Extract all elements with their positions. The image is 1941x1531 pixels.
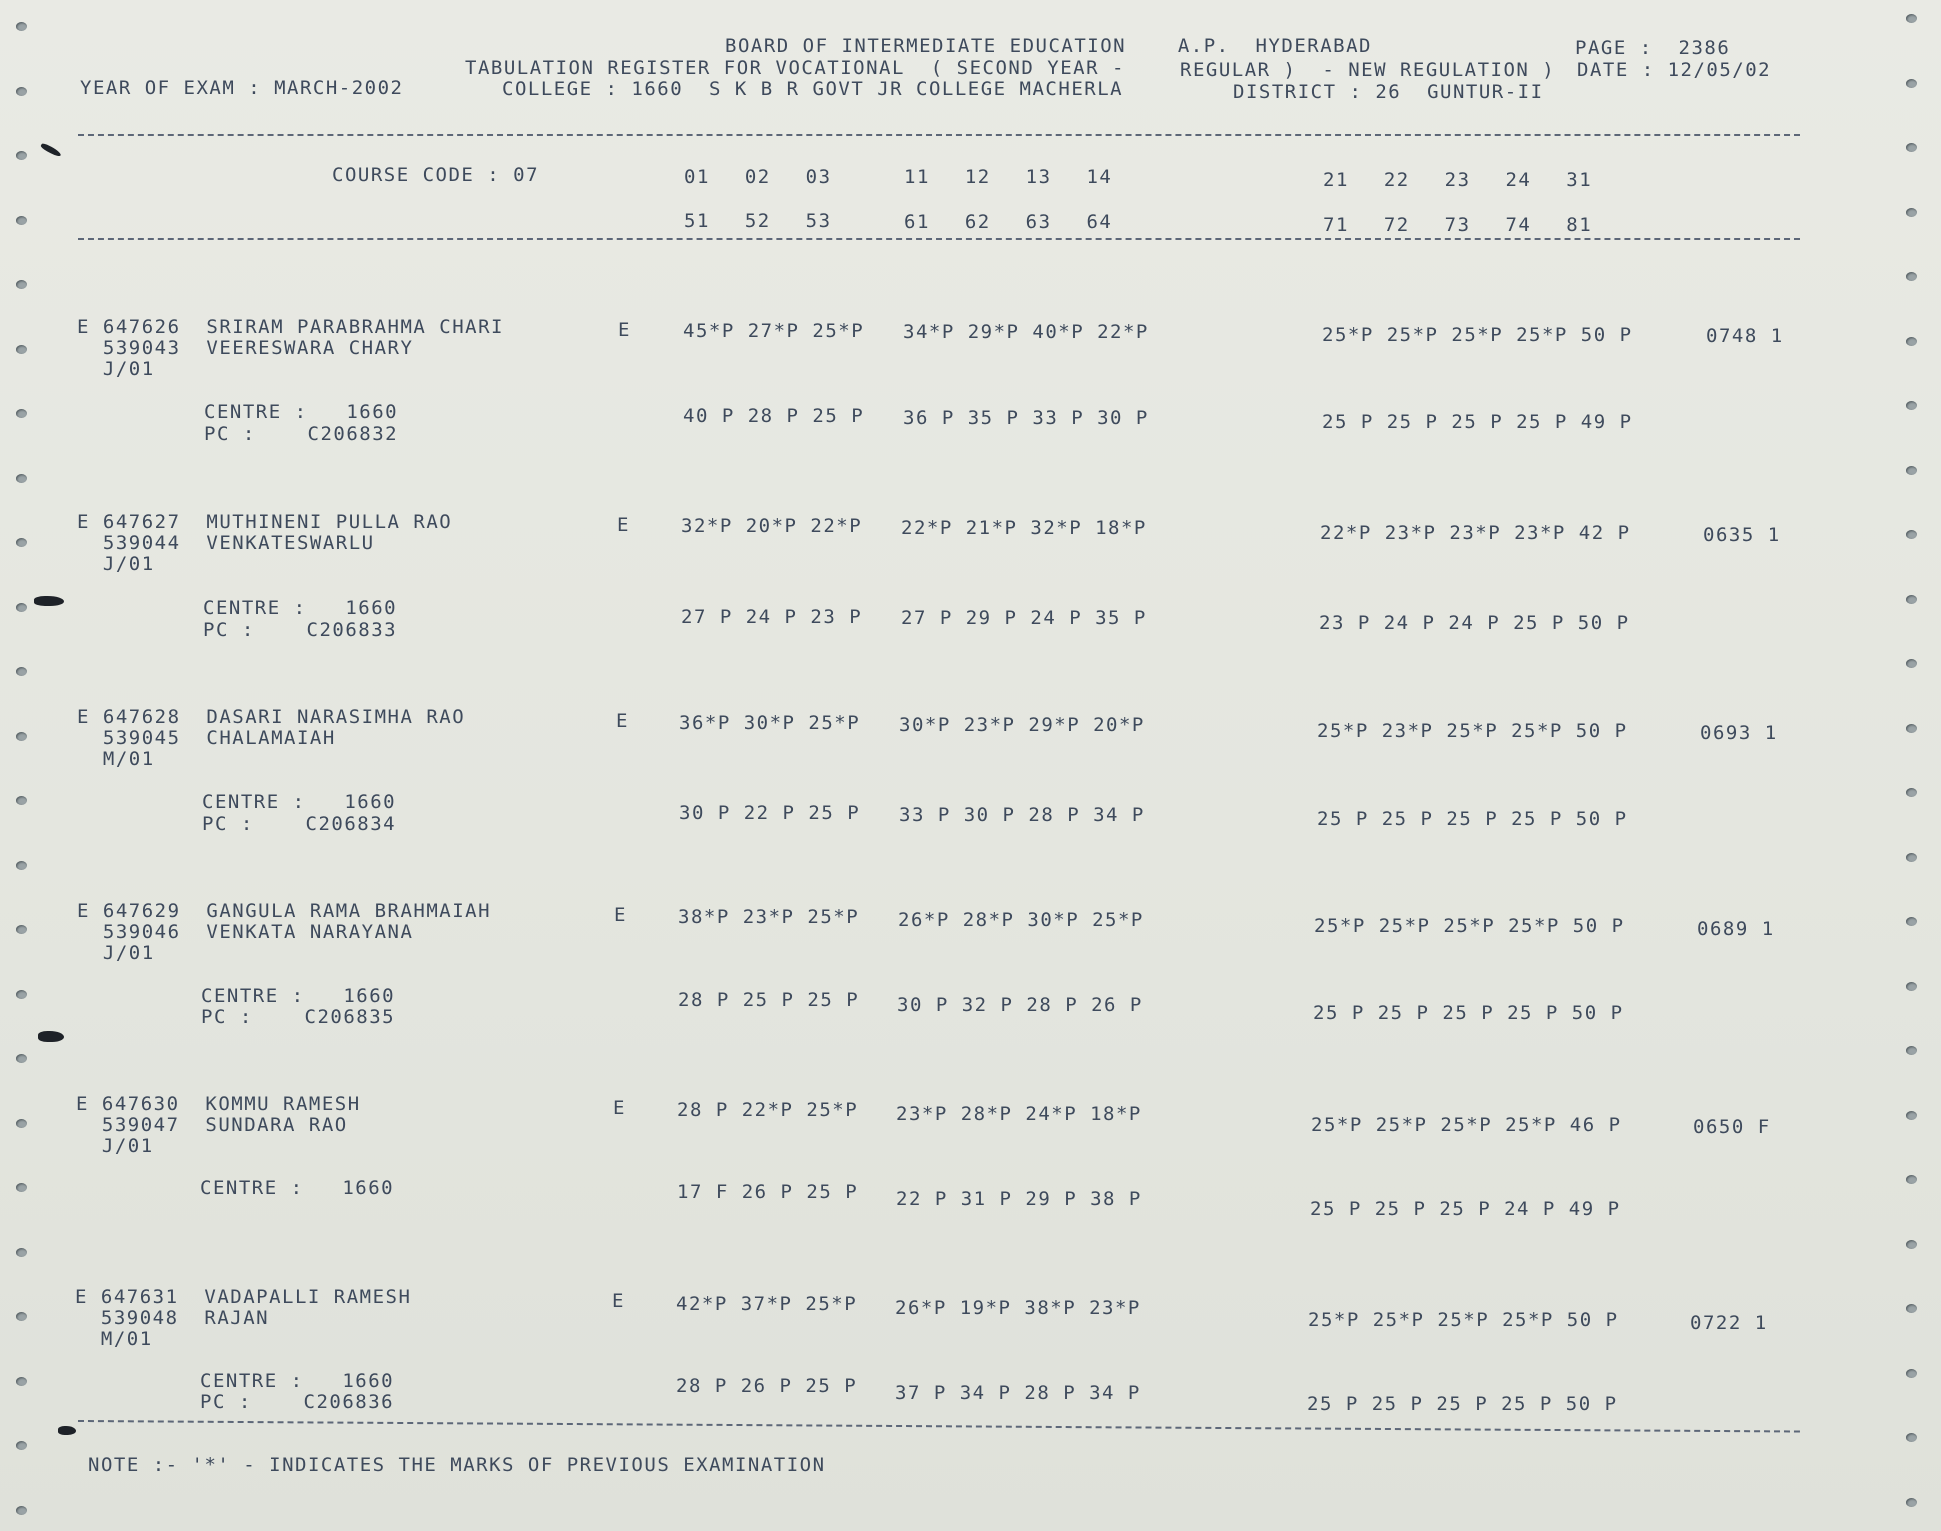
marks-previous: 22 P 31 P 29 P 38 P [896, 1188, 1142, 1210]
total-result: 0722 1 [1690, 1312, 1768, 1334]
pc-number: PC : C206836 [200, 1391, 395, 1413]
course-code-label: COURSE CODE : 07 [332, 164, 540, 186]
sprocket-hole [1906, 917, 1917, 926]
sprocket-hole [16, 1377, 27, 1386]
sprocket-hole [1906, 14, 1917, 23]
marks-current: 30*P 23*P 29*P 20*P [899, 714, 1145, 736]
student-group-line: J/01 [77, 942, 155, 964]
sprocket-hole [16, 216, 27, 225]
student-parent-line: 539046 VENKATA NARAYANA [77, 921, 414, 943]
marks-previous: 25 P 25 P 25 P 25 P 50 P [1307, 1393, 1618, 1415]
ink-mark [58, 1426, 76, 1435]
pc-number: PC : C206833 [203, 619, 398, 641]
total-result: 0635 1 [1703, 524, 1781, 546]
pc-number: PC : C206832 [204, 423, 399, 445]
sprocket-hole [16, 925, 27, 934]
subject-codes: 71 72 73 74 81 [1323, 214, 1593, 236]
marks-current: 25*P 25*P 25*P 25*P 50 P [1314, 915, 1625, 937]
medium: E [617, 514, 630, 536]
sprocket-hole [16, 1054, 27, 1063]
footnote: NOTE :- '*' - INDICATES THE MARKS OF PREVIOUS EXAMINATION [88, 1454, 826, 1476]
sprocket-hole [16, 474, 27, 483]
sprocket-hole [1906, 530, 1917, 539]
marks-previous: 23 P 24 P 24 P 25 P 50 P [1319, 612, 1630, 634]
pc-number: PC : C206834 [202, 813, 397, 835]
centre-code: CENTRE : 1660 [201, 985, 396, 1007]
marks-previous: 33 P 30 P 28 P 34 P [899, 804, 1145, 826]
student-parent-line: 539048 RAJAN [75, 1307, 270, 1329]
marks-previous: 30 P 32 P 28 P 26 P [897, 994, 1143, 1016]
register-title: TABULATION REGISTER FOR VOCATIONAL ( SECOND YEAR - [465, 57, 1125, 79]
sprocket-hole [16, 1248, 27, 1257]
report-date: DATE : 12/05/02 [1577, 59, 1772, 81]
student-parent-line: 539047 SUNDARA RAO [76, 1114, 348, 1136]
subject-codes: 51 52 53 [684, 210, 832, 232]
student-name-line: E 647631 VADAPALLI RAMESH [75, 1286, 412, 1308]
sprocket-hole [1906, 1498, 1917, 1507]
centre-code: CENTRE : 1660 [203, 597, 398, 619]
sprocket-hole [1906, 788, 1917, 797]
marks-current: 25*P 25*P 25*P 25*P 46 P [1311, 1114, 1622, 1136]
subject-codes: 11 12 13 14 [904, 166, 1113, 188]
marks-current: 45*P 27*P 25*P [683, 320, 865, 342]
centre-code: CENTRE : 1660 [202, 791, 397, 813]
pc-number: PC : C206835 [201, 1006, 396, 1028]
total-result: 0748 1 [1706, 325, 1784, 347]
sprocket-hole [1906, 1369, 1917, 1378]
sprocket-hole [16, 87, 27, 96]
sprocket-hole [16, 1119, 27, 1128]
sprocket-hole [16, 667, 27, 676]
sprocket-hole [16, 151, 27, 160]
student-name-line: E 647629 GANGULA RAMA BRAHMAIAH [77, 900, 492, 922]
sprocket-hole [1906, 337, 1917, 346]
marks-previous: 25 P 25 P 25 P 24 P 49 P [1310, 1198, 1621, 1220]
sprocket-hole [1906, 79, 1917, 88]
district-name: DISTRICT : 26 GUNTUR-II [1233, 81, 1544, 103]
sprocket-hole [16, 603, 27, 612]
sprocket-hole [16, 1312, 27, 1321]
sprocket-hole [1906, 401, 1917, 410]
sprocket-hole [16, 1441, 27, 1450]
divider [78, 134, 1800, 136]
sprocket-hole [1906, 853, 1917, 862]
student-parent-line: 539044 VENKATESWARLU [77, 532, 375, 554]
student-group-line: M/01 [75, 1328, 153, 1350]
marks-current: 25*P 23*P 25*P 25*P 50 P [1317, 720, 1628, 742]
marks-previous: 25 P 25 P 25 P 25 P 50 P [1313, 1002, 1624, 1024]
student-group-line: M/01 [77, 748, 155, 770]
board-title: BOARD OF INTERMEDIATE EDUCATION A.P. HYDERABAD [725, 35, 1372, 57]
marks-previous: 36 P 35 P 33 P 30 P [903, 407, 1149, 429]
student-name-line: E 647630 KOMMU RAMESH [76, 1093, 361, 1115]
marks-current: 25*P 25*P 25*P 25*P 50 P [1308, 1309, 1619, 1331]
sprocket-hole [1906, 595, 1917, 604]
sprocket-hole [16, 1506, 27, 1515]
marks-current: 42*P 37*P 25*P [676, 1293, 858, 1315]
college-name: COLLEGE : 1660 S K B R GOVT JR COLLEGE MACHERLA [502, 78, 1124, 100]
marks-previous: 37 P 34 P 28 P 34 P [895, 1382, 1141, 1404]
subject-codes: 21 22 23 24 31 [1323, 169, 1593, 191]
sprocket-hole [16, 732, 27, 741]
marks-previous: 25 P 25 P 25 P 25 P 49 P [1322, 411, 1633, 433]
sprocket-hole [16, 538, 27, 547]
marks-previous: 40 P 28 P 25 P [683, 405, 865, 427]
total-result: 0650 F [1693, 1116, 1771, 1138]
right-sprocket-holes [1902, 0, 1932, 1531]
marks-previous: 28 P 25 P 25 P [678, 989, 860, 1011]
total-result: 0693 1 [1700, 722, 1778, 744]
marks-current: 25*P 25*P 25*P 25*P 50 P [1322, 324, 1633, 346]
marks-current: 26*P 28*P 30*P 25*P [898, 909, 1144, 931]
sprocket-hole [16, 861, 27, 870]
marks-previous: 30 P 22 P 25 P [679, 802, 861, 824]
marks-previous: 25 P 25 P 25 P 25 P 50 P [1317, 808, 1628, 830]
marks-current: 28 P 22*P 25*P [677, 1099, 859, 1121]
student-group-line: J/01 [77, 358, 155, 380]
marks-current: 34*P 29*P 40*P 22*P [903, 321, 1149, 343]
sprocket-hole [16, 990, 27, 999]
sprocket-hole [1906, 982, 1917, 991]
student-group-line: J/01 [76, 1135, 154, 1157]
marks-current: 32*P 20*P 22*P [681, 515, 863, 537]
sprocket-hole [16, 1183, 27, 1192]
sprocket-hole [1906, 1304, 1917, 1313]
sprocket-hole [1906, 659, 1917, 668]
sprocket-hole [16, 345, 27, 354]
ink-mark [38, 1031, 64, 1042]
sprocket-hole [1906, 1433, 1917, 1442]
marks-current: 38*P 23*P 25*P [678, 906, 860, 928]
centre-code: CENTRE : 1660 [204, 401, 399, 423]
year-of-exam: YEAR OF EXAM : MARCH-2002 [80, 77, 404, 99]
sprocket-hole [1906, 1175, 1917, 1184]
student-name-line: E 647628 DASARI NARASIMHA RAO [77, 706, 466, 728]
marks-current: 23*P 28*P 24*P 18*P [896, 1103, 1142, 1125]
marks-current: 26*P 19*P 38*P 23*P [895, 1297, 1141, 1319]
total-result: 0689 1 [1697, 918, 1775, 940]
sprocket-hole [1906, 208, 1917, 217]
sprocket-hole [1906, 1046, 1917, 1055]
marks-current: 22*P 23*P 23*P 23*P 42 P [1320, 522, 1631, 544]
sprocket-hole [1906, 1240, 1917, 1249]
marks-current: 36*P 30*P 25*P [679, 712, 861, 734]
page-number: PAGE : 2386 [1575, 37, 1731, 59]
subject-codes: 61 62 63 64 [904, 211, 1113, 233]
centre-code: CENTRE : 1660 [200, 1370, 395, 1392]
regulation-title: REGULAR ) - NEW REGULATION ) [1180, 59, 1556, 81]
marks-current: 22*P 21*P 32*P 18*P [901, 517, 1147, 539]
sprocket-hole [1906, 143, 1917, 152]
sprocket-hole [1906, 724, 1917, 733]
medium: E [612, 1290, 625, 1312]
marks-previous: 27 P 24 P 23 P [681, 606, 863, 628]
medium: E [613, 1097, 626, 1119]
subject-codes: 01 02 03 [684, 166, 832, 188]
left-sprocket-holes [12, 0, 42, 1531]
marks-previous: 27 P 29 P 24 P 35 P [901, 607, 1147, 629]
sprocket-hole [1906, 1111, 1917, 1120]
sprocket-hole [16, 280, 27, 289]
sprocket-hole [1906, 466, 1917, 475]
student-group-line: J/01 [77, 553, 155, 575]
sprocket-hole [1906, 272, 1917, 281]
centre-code: CENTRE : 1660 [200, 1177, 395, 1199]
medium: E [618, 319, 631, 341]
sprocket-hole [16, 796, 27, 805]
sprocket-hole [16, 409, 27, 418]
student-name-line: E 647626 SRIRAM PARABRAHMA CHARI [77, 316, 504, 338]
ink-mark [34, 596, 64, 606]
divider [78, 238, 1800, 240]
marks-previous: 28 P 26 P 25 P [676, 1375, 858, 1397]
medium: E [614, 904, 627, 926]
student-parent-line: 539045 CHALAMAIAH [77, 727, 336, 749]
student-parent-line: 539043 VEERESWARA CHARY [77, 337, 414, 359]
medium: E [616, 710, 629, 732]
sprocket-hole [16, 22, 27, 31]
marks-previous: 17 F 26 P 25 P [677, 1181, 859, 1203]
student-name-line: E 647627 MUTHINENI PULLA RAO [77, 511, 453, 533]
